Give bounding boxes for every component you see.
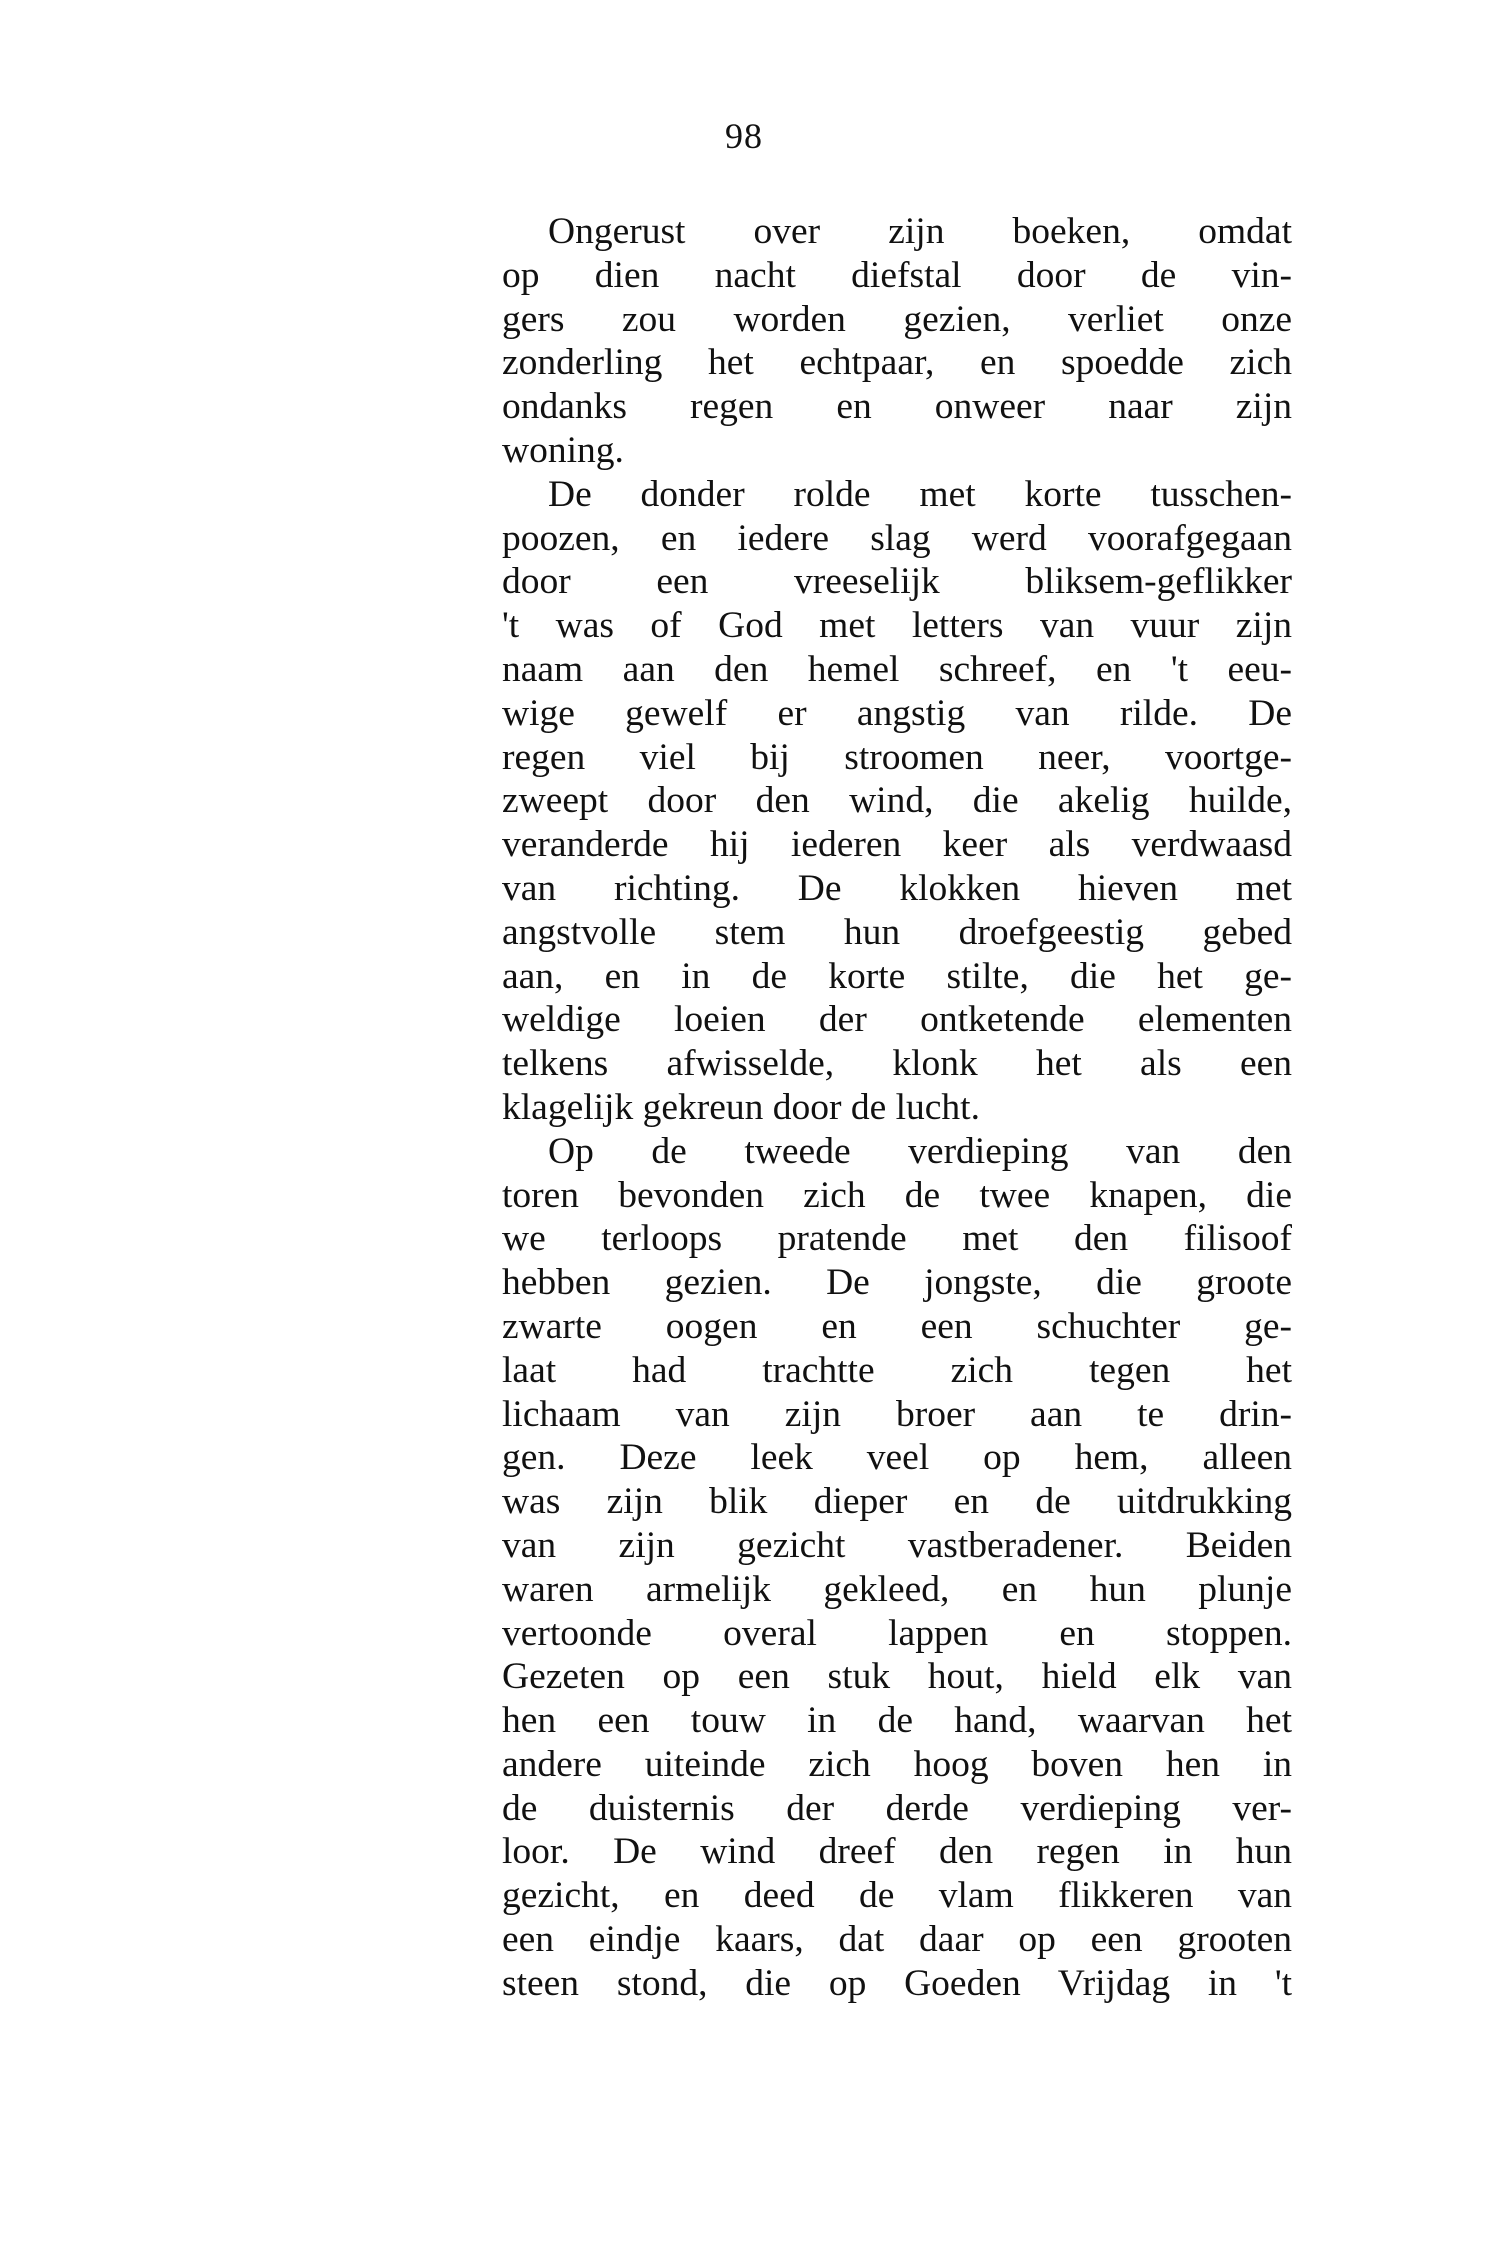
text-line: telkens afwisselde, klonk het als een xyxy=(502,1043,1292,1085)
text-line: lichaam van zijn broer aan te drin- xyxy=(502,1393,1292,1435)
text-line: zonderling het echtpaar, en spoedde zich xyxy=(502,342,1292,384)
text-line: waren armelijk gekleed, en hun plunje xyxy=(502,1568,1292,1610)
text-line: andere uiteinde zich hoog boven hen in xyxy=(502,1743,1292,1785)
text-line: regen viel bij stroomen neer, voortge- xyxy=(502,736,1292,778)
text-line: de duisternis der derde verdieping ver- xyxy=(502,1787,1292,1829)
text-line: poozen, en iedere slag werd voorafgegaan xyxy=(502,517,1292,559)
text-line: 't was of God met letters van vuur zijn xyxy=(502,605,1292,647)
text-line: hen een touw in de hand, waarvan het xyxy=(502,1700,1292,1742)
text-line: steen stond, die op Goeden Vrijdag in 't xyxy=(502,1962,1292,2004)
text-line: van richting. De klokken hieven met xyxy=(502,867,1292,909)
text-line: Gezeten op een stuk hout, hield elk van xyxy=(502,1656,1292,1698)
body-text xyxy=(502,210,1292,2006)
text-line: angstvolle stem hun droefgeestig gebed xyxy=(502,911,1292,953)
text-line: een eindje kaars, dat daar op een grooten xyxy=(502,1919,1292,1961)
text-line: gezicht, en deed de vlam flikkeren van xyxy=(502,1875,1292,1917)
text-line: was zijn blik dieper en de uitdrukking xyxy=(502,1481,1292,1523)
text-line: vertoonde overal lappen en stoppen. xyxy=(502,1612,1292,1654)
text-line: woning. xyxy=(502,429,624,471)
text-line: ondanks regen en onweer naar zijn xyxy=(502,386,1292,428)
text-line: Op de tweede verdieping van den xyxy=(548,1130,1292,1172)
text-line: De donder rolde met korte tusschen- xyxy=(548,473,1292,515)
text-line: door een vreeselijk bliksem-geflikker xyxy=(502,561,1292,603)
text-line: zweept door den wind, die akelig huilde, xyxy=(502,780,1292,822)
text-line: klagelijk gekreun door de lucht. xyxy=(502,1086,980,1128)
text-line: veranderde hij iederen keer als verdwaasd xyxy=(502,824,1292,866)
text-line: op dien nacht diefstal door de vin- xyxy=(502,254,1292,296)
text-line: wige gewelf er angstig van rilde. De xyxy=(502,692,1292,734)
text-line: laat had trachtte zich tegen het xyxy=(502,1349,1292,1391)
text-line: gen. Deze leek veel op hem, alleen xyxy=(502,1437,1292,1479)
page-number: 98 xyxy=(725,116,763,156)
text-line: gers zou worden gezien, verliet onze xyxy=(502,298,1292,340)
text-line: van zijn gezicht vastberadener. Beiden xyxy=(502,1524,1292,1566)
text-line: we terloops pratende met den filisoof xyxy=(502,1218,1292,1260)
text-line: naam aan den hemel schreef, en 't eeu- xyxy=(502,648,1292,690)
text-line: Ongerust over zijn boeken, omdat xyxy=(548,211,1292,252)
text-line: aan, en in de korte stilte, die het ge- xyxy=(502,955,1292,997)
text-line: loor. De wind dreef den regen in hun xyxy=(502,1831,1292,1873)
text-line: zwarte oogen en een schuchter ge- xyxy=(502,1305,1292,1347)
text-line: toren bevonden zich de twee knapen, die xyxy=(502,1174,1292,1216)
text-line: hebben gezien. De jongste, die groote xyxy=(502,1262,1292,1304)
text-line: weldige loeien der ontketende elementen xyxy=(502,999,1292,1041)
